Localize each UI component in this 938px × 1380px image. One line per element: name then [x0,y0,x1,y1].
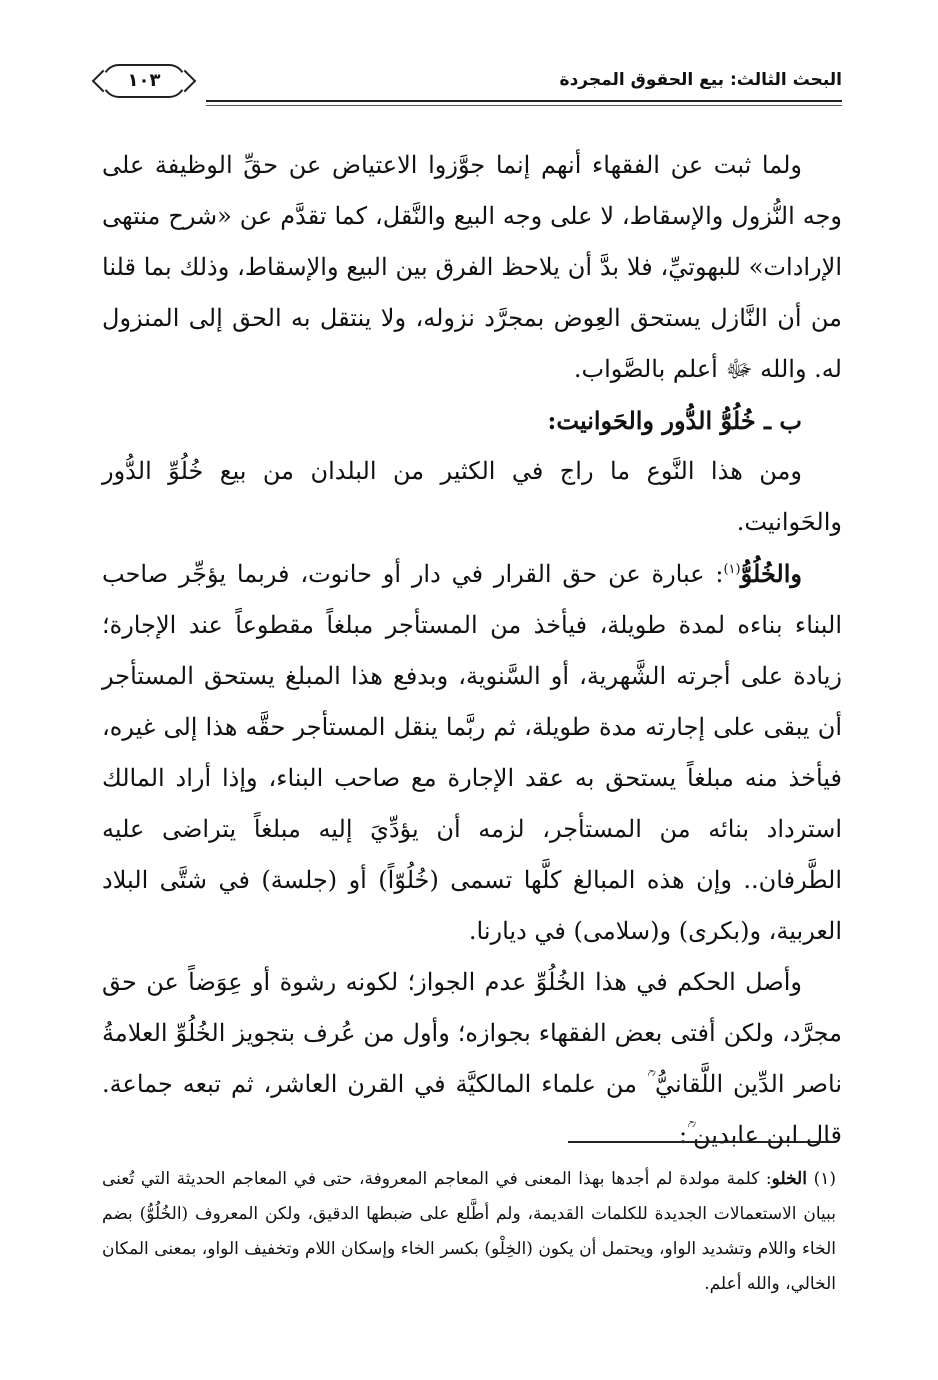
running-title: البحث الثالث: بيع الحقوق المجردة [559,70,842,90]
paragraph-4: وأصل الحكم في هذا الخُلُوِّ عدم الجواز؛ لكونه رشوة أو عِوَضاً عن حق مجرَّد، ولكن أفتى بعض الفقهاء بجوازه؛ وأول من عُرف بتجويز الخُلُوِّ العلامةُ ناصر الدِّين اللَّقانيُّ ؒ من علماء المالكيَّة في القرن العاشر، ثم تبعه جماعة. قال ابن عابدين ؒ: [102,968,842,1149]
section-heading: ب ـ خُلُوُّ الدُّور والحَوانيت: [547,406,802,435]
paragraph-3-text: : عبارة عن حق القرار في دار أو حانوت، فربما يؤجِّر صاحب البناء بناءه لمدة طويلة، فيأخذ من المستأجر مبلغاً مقطوعاً عند الإجارة؛ زيادة على أجرته الشَّهرية، أو السَّنوية، وبدفع هذا المبلغ يستحق المستأجر أن يبقى على إجارته مدة طويلة، ثم ربَّما ينقل المستأجر حقَّه هذا إلى غيره، فيأخذ منه مبلغاً يستحق به عقد الإجارة مع صاحب البناء، وإذا أراد المالك استرداد بنائه من المستأجر، لزمه أن يؤدِّيَ إليه مبلغاً يتراضى عليه الطَّرفان.. وإن هذه المبالغ كلَّها تسمى (خُلُوّاً) أو (جلسة) في شتَّى البلاد العربية، و(بكرى) و(سلامى) في ديارنا. [102,560,842,945]
footnote-1 [102,1162,836,1302]
footnote-separator [568,1141,834,1143]
paragraph-1: ولما ثبت عن الفقهاء أنهم إنما جوَّزوا الاعتياض عن حقِّ الوظيفة على وجه النُّزول والإسقاط، لا على وجه البيع والنَّقل، كما تقدَّم عن «شرح منتهى الإرادات» للبهوتيِّ، فلا بدَّ أن يلاحظ الفرق بين البيع والإسقاط، وذلك بما قلنا من أن النَّازل يستحق العِوض بمجرَّد نزوله، ولا ينتقل به الحق إلى المنزول له. والله ﷻ أعلم بالصَّواب. [102,151,842,383]
page-header [96,58,842,110]
paragraph-2: ومن هذا النَّوع ما راج في الكثير من البلدان من بيع خُلُوِّ الدُّور والحَوانيت. [102,457,842,536]
footnotes [102,1162,836,1302]
header-rule-thick [206,100,842,102]
header-rule-thin [206,105,842,106]
footnote-number: (١) [813,1169,837,1189]
main-text [102,140,842,1161]
paragraph-3 [102,548,842,957]
footnote-text: : كلمة مولدة لم أجدها بهذا المعنى في المعاجم المعروفة، حتى في المعاجم الحديثة التي تُعنى ببيان الاستعمالات الجديدة للكلمات القديمة، ولم أطَّلع على ضبطها الدقيق، ولكن المعروف (الخُلُوُّ) بضم الخاء واللام وتشديد الواو، ويحتمل أن يكون (الخِلْو) بكسر الخاء وإسكان اللام وتخفيف الواو، بمعنى المكان الخالي، والله أعلم. [102,1169,836,1294]
footnote-reference[interactable]: (١) [723,562,741,577]
page-number: ١٠٣ [102,64,186,98]
footnote-term: الخلو [771,1169,807,1189]
defined-term: والخُلُوُّ [740,559,802,588]
